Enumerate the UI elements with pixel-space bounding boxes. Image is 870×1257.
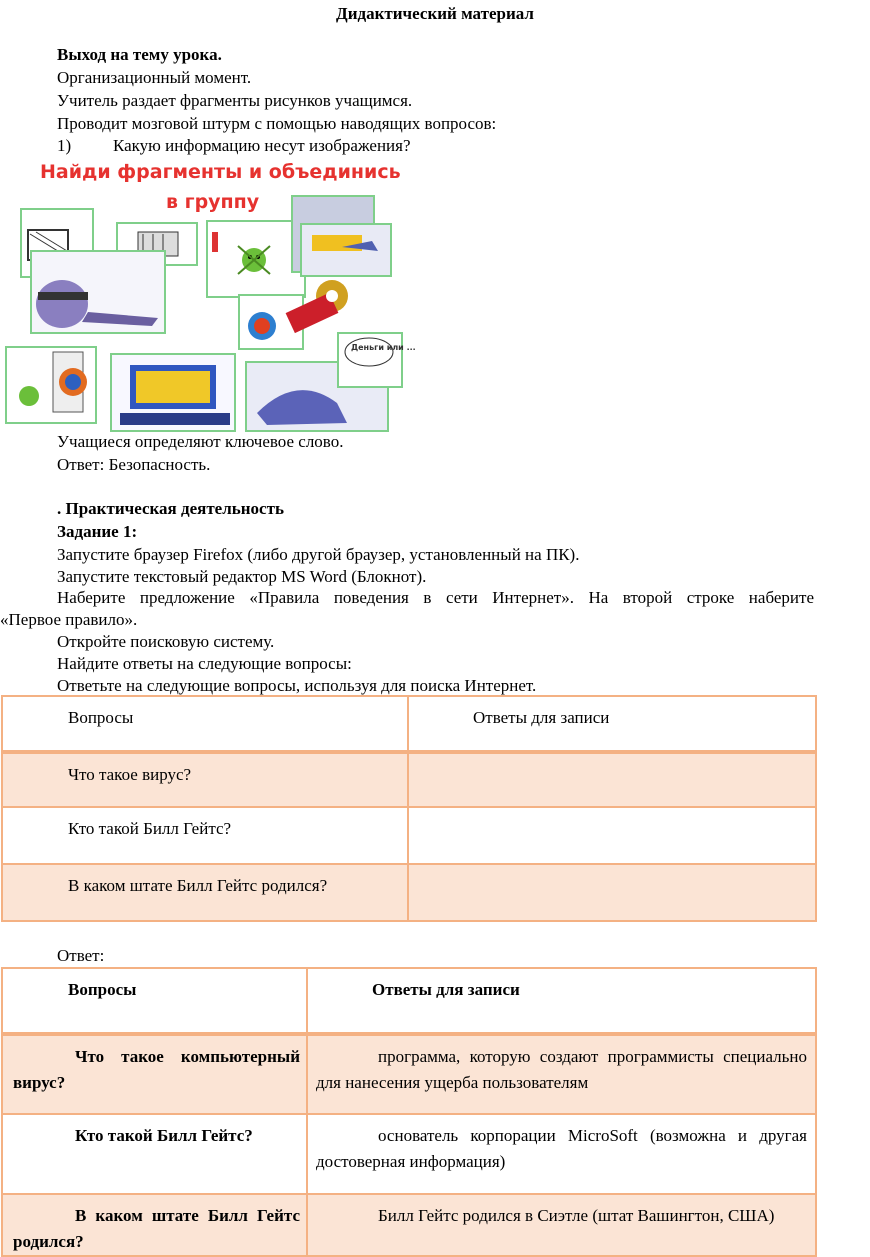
question-number: 1) [57, 136, 72, 155]
question-cell: Кто такой Билл Гейтс? [68, 819, 232, 838]
question-cell: Кто такой Билл Гейтс? [75, 1126, 253, 1145]
table-row [2, 752, 816, 807]
table-row [2, 1194, 816, 1256]
table-header-row [2, 696, 816, 752]
question-cell: В каком штате Билл Гейтс родился? [68, 876, 328, 895]
column-header: Вопросы [68, 980, 137, 999]
column-header: Ответы для записи [372, 980, 520, 999]
answer-cell[interactable] [408, 864, 816, 921]
question-cell: Что такое вирус? [68, 765, 192, 784]
intro-heading: Выход на тему урока. [57, 45, 222, 64]
answer-cell[interactable] [408, 752, 816, 807]
collage-banner-line2: в группу [166, 191, 260, 213]
answers-table [1, 967, 817, 1257]
fragment-image [110, 353, 236, 432]
answer-label: Ответ: [57, 946, 105, 965]
task-step: Наберите предложение «Правила поведения в сети Интернет». На второй строке наберите [57, 588, 814, 607]
fragment-image [30, 250, 166, 334]
column-header: Вопросы [68, 708, 134, 727]
table-row [2, 864, 816, 921]
intro-line: Организационный момент. [57, 68, 252, 87]
answer-keyword: Ответ: Безопасность. [57, 455, 211, 474]
task-step: Найдите ответы на следующие вопросы: [57, 654, 352, 673]
after-image-line: Учащиеся определяют ключевое слово. [57, 432, 344, 451]
table-row [2, 1034, 816, 1114]
collage-banner-line1: Найди фрагменты и объединись [40, 161, 401, 183]
task-step: Запустите текстовый редактор MS Word (Блокнот). [57, 567, 427, 586]
question-cell: В каком штате Билл Гейтс родился? [13, 1206, 300, 1251]
table-header-row [2, 968, 816, 1034]
answer-cell: программа, которую создают программисты специально для нанесения ущерба пользователям [316, 1047, 807, 1092]
fragment-image [337, 332, 416, 388]
fragment-image [5, 346, 97, 424]
column-header: Ответы для записи [473, 708, 610, 727]
questions-table [1, 695, 817, 922]
task-step: Ответьте на следующие вопросы, используя для поиска Интернет. [57, 676, 537, 695]
fragments-collage [4, 158, 416, 428]
question-cell: Что такое компьютерный вирус? [13, 1047, 300, 1092]
practice-heading: . Практическая деятельность [57, 499, 284, 518]
intro-line: Проводит мозговой штурм с помощью наводящих вопросов: [57, 114, 497, 133]
task-step: «Первое правило». [0, 610, 138, 629]
sign-text: Деньги или ... [351, 343, 416, 352]
answer-cell[interactable] [408, 807, 816, 864]
task-step: Откройте поисковую систему. [57, 632, 275, 651]
intro-line: Учитель раздает фрагменты рисунков учащимся. [57, 91, 413, 110]
table-row [2, 807, 816, 864]
task-step: Запустите браузер Firefox (либо другой браузер, установленный на ПК). [57, 545, 580, 564]
answer-cell: основатель корпорации MicroSoft (возможна и другая достоверная информация) [316, 1126, 807, 1171]
document-title: Дидактический материал [336, 4, 534, 23]
answer-cell: Билл Гейтс родился в Сиэтле (штат Вашингтон, США) [378, 1206, 775, 1225]
fragment-image [300, 223, 392, 277]
task-heading: Задание 1: [57, 522, 138, 541]
table-row [2, 1114, 816, 1194]
question-text: Какую информацию несут изображения? [113, 136, 411, 155]
